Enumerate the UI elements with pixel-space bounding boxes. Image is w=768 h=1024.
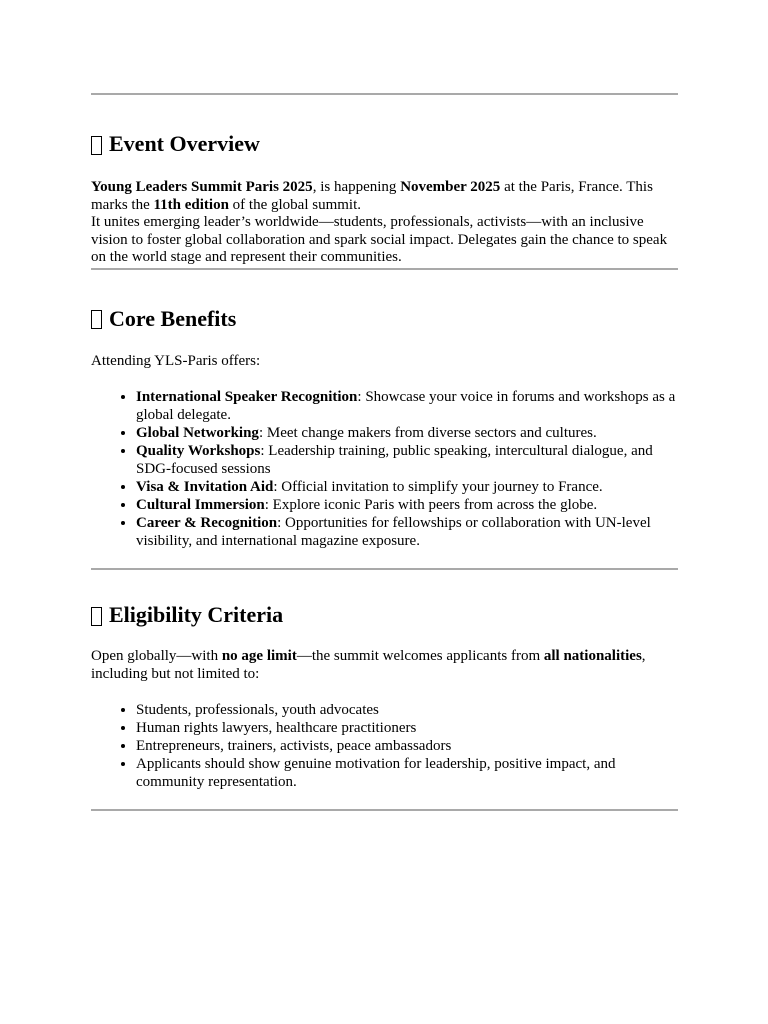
list-item xyxy=(136,388,678,424)
eligibility-text: —the summit welcomes applicants from xyxy=(296,648,544,664)
divider xyxy=(91,268,678,270)
overview-text: at the Paris, France. This marks the xyxy=(91,179,653,213)
benefit-title: Global Networking xyxy=(136,425,259,441)
event-overview-heading xyxy=(91,131,678,157)
summit-name: Young Leaders Summit Paris 2025 xyxy=(91,179,313,195)
benefit-text: : Official invitation to simplify your journey to France. xyxy=(273,479,603,495)
event-overview-paragraph-2: It unites emerging leader’s worldwide—students, professionals, activists—with an inclusive vision to foster global collaboration and spark social impact. Delegates gain the chance to speak on the world stage and represent their communities. xyxy=(91,214,668,265)
benefit-title: International Speaker Recognition xyxy=(136,389,358,405)
benefit-title: Career & Recognition xyxy=(136,515,278,531)
eligibility-text: , including but not limited to: xyxy=(91,648,646,682)
missing-emoji-icon xyxy=(91,136,102,155)
document-page xyxy=(91,0,678,811)
eligibility-section xyxy=(91,602,678,791)
divider xyxy=(91,568,678,570)
benefit-text: : Meet change makers from diverse sectors and cultures. xyxy=(258,425,597,441)
core-benefits-section xyxy=(91,306,678,551)
list-item: • Applicants should show genuine motivation for leadership, positive impact, and community representation. xyxy=(136,755,678,791)
benefit-text: : Explore iconic Paris with peers from across the globe. xyxy=(264,497,598,513)
divider xyxy=(91,809,678,811)
benefits-list xyxy=(91,388,678,550)
eligibility-no-age-limit: no age limit xyxy=(221,648,297,664)
event-overview-heading-text: Event Overview xyxy=(109,131,260,156)
eligibility-intro xyxy=(91,648,678,683)
list-item xyxy=(136,496,678,514)
benefit-text: : Leadership training, public speaking, intercultural dialogue, and SDG-focused sessions xyxy=(136,443,653,477)
list-item: • Entrepreneurs, trainers, activists, peace ambassadors xyxy=(136,737,678,755)
event-overview-paragraph-1 xyxy=(91,179,678,214)
benefit-text: : Showcase your voice in forums and workshops as a global delegate. xyxy=(136,389,676,423)
missing-emoji-icon xyxy=(91,310,102,329)
benefit-title: Quality Workshops xyxy=(136,443,261,459)
eligibility-all-nationalities: all nationalities xyxy=(543,648,642,664)
core-benefits-heading-text: Core Benefits xyxy=(109,305,237,331)
core-benefits-intro: Attending YLS-Paris offers: xyxy=(91,352,261,369)
eligibility-list xyxy=(91,701,678,791)
eligibility-heading-text: Eligibility Criteria xyxy=(109,602,284,627)
overview-text: , is happening xyxy=(312,179,401,195)
divider xyxy=(91,93,678,95)
benefit-text: : Opportunities for fellowships or collaboration with UN-level visibility, and international magazine exposure. xyxy=(136,515,651,549)
list-item xyxy=(136,442,678,478)
list-item xyxy=(136,424,678,442)
list-item: • Human rights lawyers, healthcare practitioners xyxy=(136,719,678,737)
benefit-title: Visa & Invitation Aid xyxy=(136,479,274,495)
event-overview-section xyxy=(91,131,678,267)
summit-edition: 11th edition xyxy=(153,196,229,213)
summit-date: November 2025 xyxy=(400,179,501,195)
eligibility-heading xyxy=(91,602,678,628)
list-item xyxy=(136,478,678,496)
eligibility-text: Open globally—with xyxy=(91,648,222,664)
benefit-title: Cultural Immersion xyxy=(136,497,265,513)
core-benefits-heading xyxy=(91,306,678,332)
list-item xyxy=(136,514,678,550)
missing-emoji-icon xyxy=(91,607,102,626)
list-item: • Students, professionals, youth advocates xyxy=(136,701,678,719)
overview-text: of the global summit. xyxy=(228,196,361,213)
